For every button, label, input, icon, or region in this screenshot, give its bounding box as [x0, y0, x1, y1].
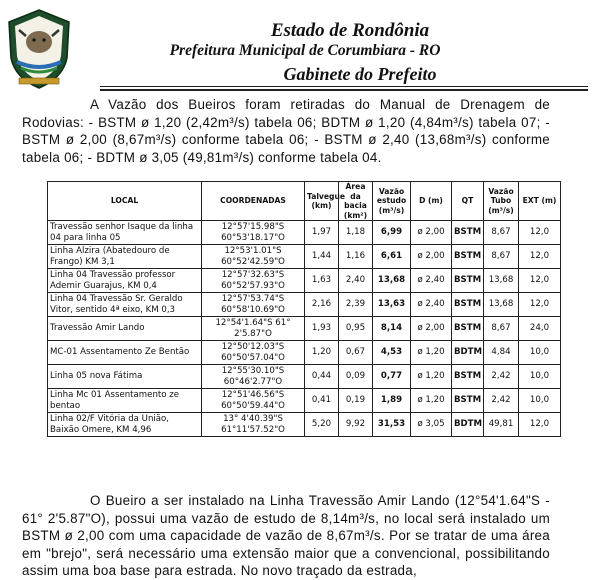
cell-coordinates: 12°50'12.03"S 60°50'57.04"O: [202, 341, 305, 365]
table-body: [48, 221, 561, 437]
cell-vazao-estudo: 4,53: [373, 341, 411, 365]
cell-talvegue: 2,16: [305, 293, 339, 317]
cell-diameter: ø 2,40: [411, 293, 452, 317]
cell-local: Linha 05 nova Fátima: [48, 365, 202, 389]
cell-local: MC-01 Assentamento Ze Bentão: [48, 341, 202, 365]
cell-local: Linha Alzira (Abatedouro de Frango) KM 3,1: [48, 245, 202, 269]
cell-qt: BSTM: [452, 389, 484, 413]
header-rule: [100, 86, 588, 87]
table-row: [48, 365, 561, 389]
cell-local: Linha Mc 01 Assentamento ze bentao: [48, 389, 202, 413]
cell-coordinates: 12°54'1.64"S 61° 2'5.87"O: [202, 317, 305, 341]
cell-talvegue: 0,44: [305, 365, 339, 389]
table-row: [48, 269, 561, 293]
cell-vazao-tubo: 4,84: [484, 341, 519, 365]
cell-qt: BDTM: [452, 413, 484, 437]
header-prefecture: Prefeitura Municipal de Corumbiara - RO: [169, 42, 441, 59]
cell-area: 0,67: [339, 341, 373, 365]
cell-ext: 10,0: [519, 341, 561, 365]
cell-vazao-estudo: 0,77: [373, 365, 411, 389]
table-row: [48, 221, 561, 245]
cell-qt: BSTM: [452, 245, 484, 269]
cell-vazao-tubo: 13,68: [484, 293, 519, 317]
cell-coordinates: 12°51'46.56"S 60°50'59.44"O: [202, 389, 305, 413]
cell-vazao-estudo: 1,89: [373, 389, 411, 413]
cell-area: 1,18: [339, 221, 373, 245]
cell-ext: 10,0: [519, 389, 561, 413]
table-row: [48, 245, 561, 269]
closing-paragraph: O Bueiro a ser instalado na Linha Travessão Amir Lando (12°54'1.64"S - 61° 2'5.87"O), possui uma vazão de estudo de 8,14m³/s, no local será instalado um BSTM ø 2,00 com uma capacidade de vazão de 8,67m³/s. Por se tratar de uma área em "brejo", será necessário uma extensão maior que a convencional, possibilitando assim uma boa base para estrada. No novo traçado da estrada,: [22, 493, 550, 578]
table-row: [48, 293, 561, 317]
cell-vazao-estudo: 8,14: [373, 317, 411, 341]
cell-diameter: ø 1,20: [411, 365, 452, 389]
cell-coordinates: 12°57'15.98"S 60°53'18.17"O: [202, 221, 305, 245]
column-header: Área da bacia (km²): [339, 182, 373, 221]
cell-talvegue: 1,97: [305, 221, 339, 245]
cell-area: 0,95: [339, 317, 373, 341]
cell-area: 1,16: [339, 245, 373, 269]
cell-coordinates: 12°55'30.10"S 60°46'2.77"O: [202, 365, 305, 389]
cell-diameter: ø 3,05: [411, 413, 452, 437]
culvert-table: [47, 181, 561, 437]
cell-local: Travessão Amir Lando: [48, 317, 202, 341]
cell-diameter: ø 1,20: [411, 341, 452, 365]
cell-vazao-estudo: 6,61: [373, 245, 411, 269]
cell-diameter: ø 2,00: [411, 245, 452, 269]
cell-vazao-tubo: 2,42: [484, 365, 519, 389]
column-header: D (m): [411, 182, 452, 221]
header-state: Estado de Rondônia: [270, 20, 430, 41]
table-row: [48, 341, 561, 365]
cell-vazao-tubo: 8,67: [484, 245, 519, 269]
cell-ext: 12,0: [519, 269, 561, 293]
table-row: [48, 317, 561, 341]
cell-talvegue: 1,20: [305, 341, 339, 365]
cell-vazao-tubo: 8,67: [484, 221, 519, 245]
cell-local: Linha 02/F Vitória da União, Baixão Omere, KM 4,96: [48, 413, 202, 437]
intro-paragraph: A Vazão dos Bueiros foram retiradas do Manual de Drenagem de Rodovias: - BSTM ø 1,20 (2,42m³/s) tabela 06; BDTM ø 1,20 (4,84m³/s) tabela 07; - BSTM ø 2,00 (8,67m³/s) conforme tabela 06; - BSTM ø 2,40 (13,68m³/s) conforme tabela 06; - BDTM ø 3,05 (49,81m³/s) conforme tabela 04.: [22, 97, 550, 165]
column-header: QT: [452, 182, 484, 221]
cell-vazao-estudo: 13,68: [373, 269, 411, 293]
column-header: COORDENADAS: [202, 182, 305, 221]
cell-qt: BSTM: [452, 293, 484, 317]
cell-ext: 12,0: [519, 293, 561, 317]
cell-area: 0,19: [339, 389, 373, 413]
cell-ext: 24,0: [519, 317, 561, 341]
column-header: Vazão Tubo (m³/s): [484, 182, 519, 221]
cell-area: 2,39: [339, 293, 373, 317]
cell-area: 9,92: [339, 413, 373, 437]
cell-area: 0,09: [339, 365, 373, 389]
cell-talvegue: 0,41: [305, 389, 339, 413]
cell-diameter: ø 2,00: [411, 221, 452, 245]
cell-ext: 12,0: [519, 413, 561, 437]
table-row: [48, 389, 561, 413]
cell-coordinates: 12°57'53.74"S 60°58'10.69"O: [202, 293, 305, 317]
table-header-row: [48, 182, 561, 221]
letterhead: [0, 0, 600, 92]
column-header: EXT (m): [519, 182, 561, 221]
cell-diameter: ø 2,40: [411, 269, 452, 293]
cell-vazao-estudo: 13,63: [373, 293, 411, 317]
column-header: Talvegue (km): [305, 182, 339, 221]
cell-qt: BSTM: [452, 317, 484, 341]
cell-coordinates: 12°53'1.01"S 60°52'42.59"O: [202, 245, 305, 269]
cell-local: Travessão senhor Isaque da linha 04 para linha 05: [48, 221, 202, 245]
cell-ext: 12,0: [519, 245, 561, 269]
cell-qt: BSTM: [452, 269, 484, 293]
cell-talvegue: 1,93: [305, 317, 339, 341]
cell-talvegue: 5,20: [305, 413, 339, 437]
cell-coordinates: 13° 4'40.39"S 61°11'57.52"O: [202, 413, 305, 437]
table-row: [48, 413, 561, 437]
cell-vazao-tubo: 2,42: [484, 389, 519, 413]
cell-ext: 10,0: [519, 365, 561, 389]
cell-ext: 12,0: [519, 221, 561, 245]
cell-vazao-tubo: 49,81: [484, 413, 519, 437]
cell-area: 2,40: [339, 269, 373, 293]
column-header: LOCAL: [48, 182, 202, 221]
cell-local: Linha 04 Travessão professor Ademir Guarajus, KM 0,4: [48, 269, 202, 293]
cell-diameter: ø 1,20: [411, 389, 452, 413]
cell-vazao-tubo: 13,68: [484, 269, 519, 293]
cell-qt: BDTM: [452, 341, 484, 365]
cell-qt: BSTM: [452, 221, 484, 245]
cell-local: Linha 04 Travessão Sr. Geraldo Vitor, sentido 4ª eixo, KM 0,3: [48, 293, 202, 317]
cell-diameter: ø 2,00: [411, 317, 452, 341]
header-office: Gabinete do Prefeito: [283, 64, 437, 84]
column-header: Vazão estudo (m³/s): [373, 182, 411, 221]
header-rule-thick: [100, 89, 588, 91]
cell-vazao-tubo: 8,67: [484, 317, 519, 341]
cell-qt: BSTM: [452, 365, 484, 389]
cell-coordinates: 12°57'32.63"S 60°52'57.93"O: [202, 269, 305, 293]
cell-vazao-estudo: 31,53: [373, 413, 411, 437]
cell-talvegue: 1,63: [305, 269, 339, 293]
cell-talvegue: 1,44: [305, 245, 339, 269]
cell-vazao-estudo: 6,99: [373, 221, 411, 245]
